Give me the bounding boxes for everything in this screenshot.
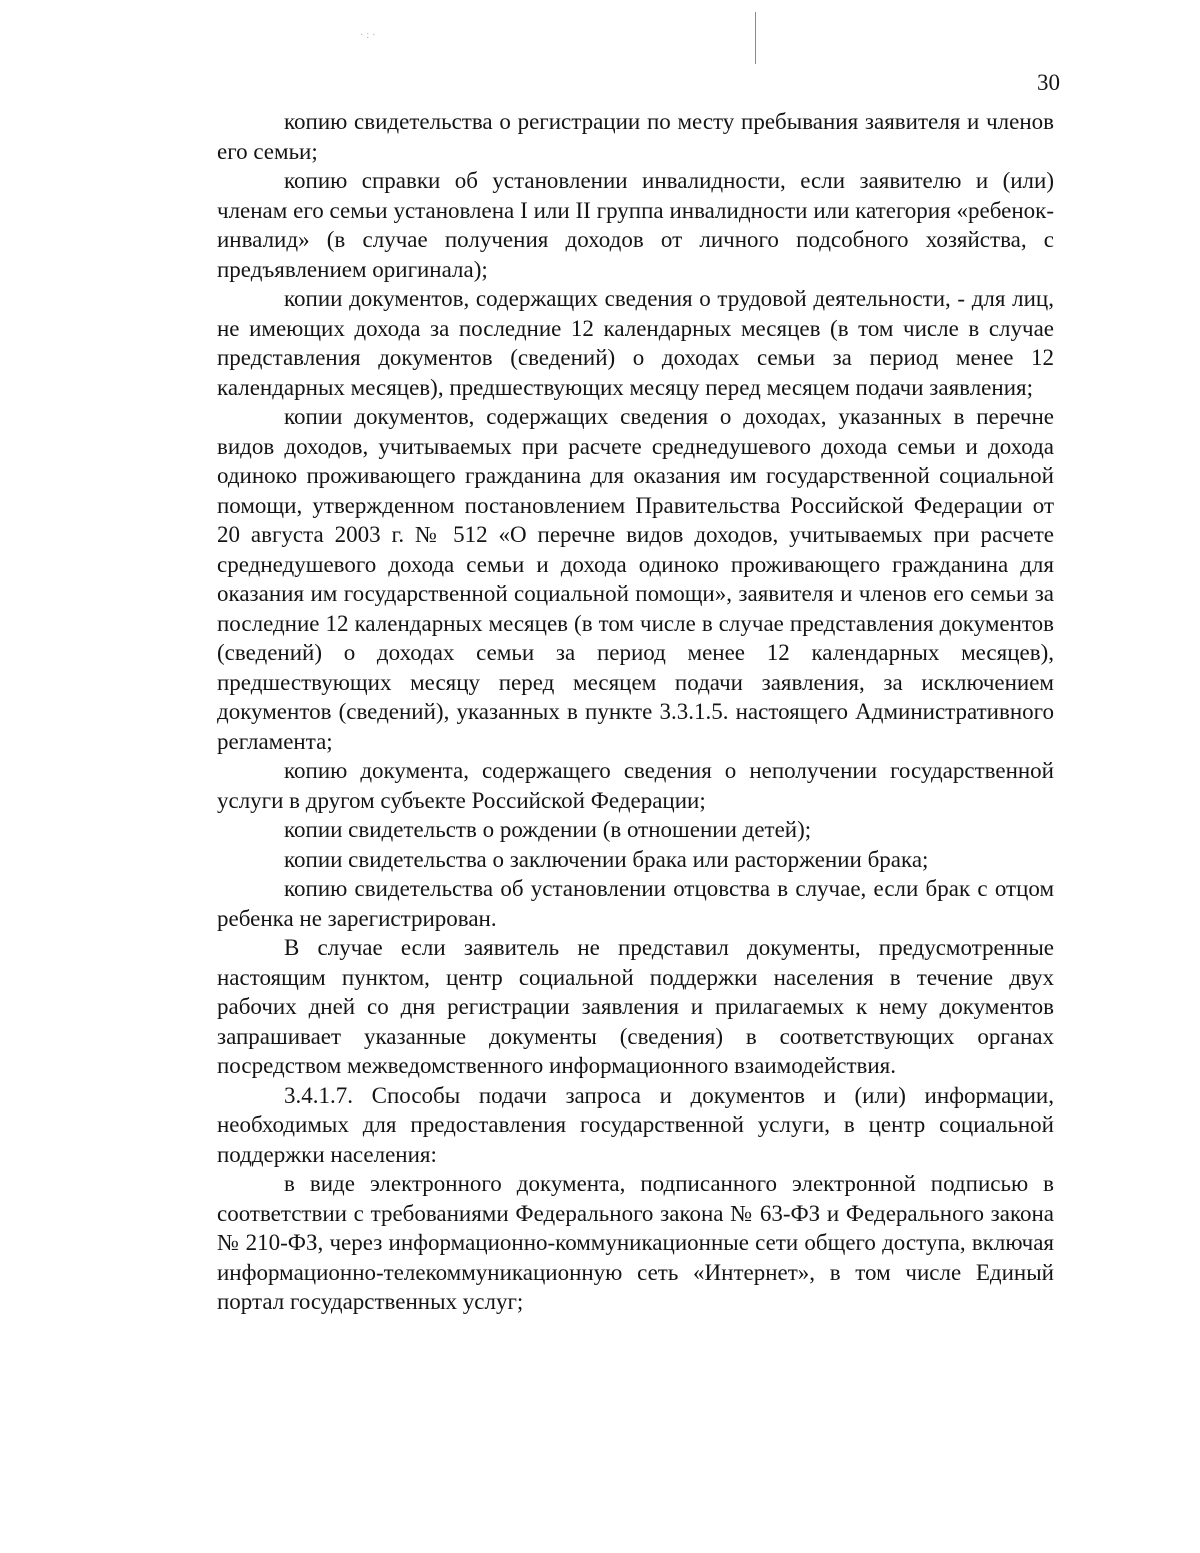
paragraph-registration-certificate: копию свидетельства о регистрации по месту пребывания заявителя и членов его семьи;: [217, 109, 1054, 164]
paragraph-disability-certificate: копию справки об установлении инвалидности, если заявителю и (или) членам его семьи установлена I или II группа инвалидности или категория «ребенок-инвалид» (в случае получения доходов от личного подсобного хозяйства, с предъявлением оригинала);: [217, 168, 1054, 282]
paragraph-paternity-certificate: копию свидетельства об установлении отцовства в случае, если брак с отцом ребенка не зарегистрирован.: [217, 876, 1054, 931]
paragraph-birth-certificates: копии свидетельств о рождении (в отношении детей);: [284, 817, 812, 842]
paragraph-marriage-certificate: копии свидетельства о заключении брака или расторжении брака;: [284, 846, 929, 872]
paragraph-electronic-submission: в виде электронного документа, подписанного электронной подписью в соответствии с требованиями Федерального закона № 63-ФЗ и Федерального закона № 210-ФЗ, через информационно-коммуникационные сети общего доступа, включая информационно-телекоммуникационную сеть «Интернет», в том числе Единый портал государственных услуг;: [217, 1171, 1054, 1314]
scan-artifact-line: [755, 12, 756, 64]
scan-artifact-dots: ·:·: [360, 30, 379, 41]
paragraph-employment-documents: копии документов, содержащих сведения о трудовой деятельности, - для лиц, не имеющих дохода за последние 12 календарных месяцев (в том числе в случае представления документов (сведений) о доходах семьи за период менее 12 календарных месяцев), предшествующих месяцу перед месяцем подачи заявления;: [217, 286, 1054, 400]
paragraph-income-documents: копии документов, содержащих сведения о доходах, указанных в перечне видов доходов, учитываемых при расчете среднедушевого дохода семьи и дохода одиноко проживающего гражданина для оказания им государственной социальной помощи, утвержденном постановлением Правительства Российской Федерации от 20 августа 2003 г. № 512 «О перечне видов доходов, учитываемых при расчете среднедушевого дохода семьи и дохода одиноко проживающего гражданина для оказания им государственной социальной помощи», заявителя и членов его семьи за последние 12 календарных месяцев (в том числе в случае представления документов (сведений) о доходах семьи за период менее 12 календарных месяцев), предшествующих месяцу перед месяцем подачи заявления, за исключением документов (сведений), указанных в пункте 3.3.1.5. настоящего Административного регламента;: [217, 404, 1054, 754]
paragraph-submission-methods: 3.4.1.7. Способы подачи запроса и документов и (или) информации, необходимых для предоставления государственной услуги, в центр социальной поддержки населения:: [217, 1082, 1054, 1167]
page-number: 30: [1037, 70, 1060, 95]
paragraph-non-receipt-document: копию документа, содержащего сведения о неполучении государственной услуги в другом субъекте Российской Федерации;: [217, 758, 1054, 813]
document-body: [217, 107, 1054, 1317]
paragraph-interagency-request: В случае если заявитель не представил документы, предусмотренные настоящим пунктом, центр социальной поддержки населения в течение двух рабочих дней со дня регистрации заявления и прилагаемых к нему документов запрашивает указанные документы (сведения) в соответствующих органах посредством межведомственного информационного взаимодействия.: [217, 935, 1054, 1078]
